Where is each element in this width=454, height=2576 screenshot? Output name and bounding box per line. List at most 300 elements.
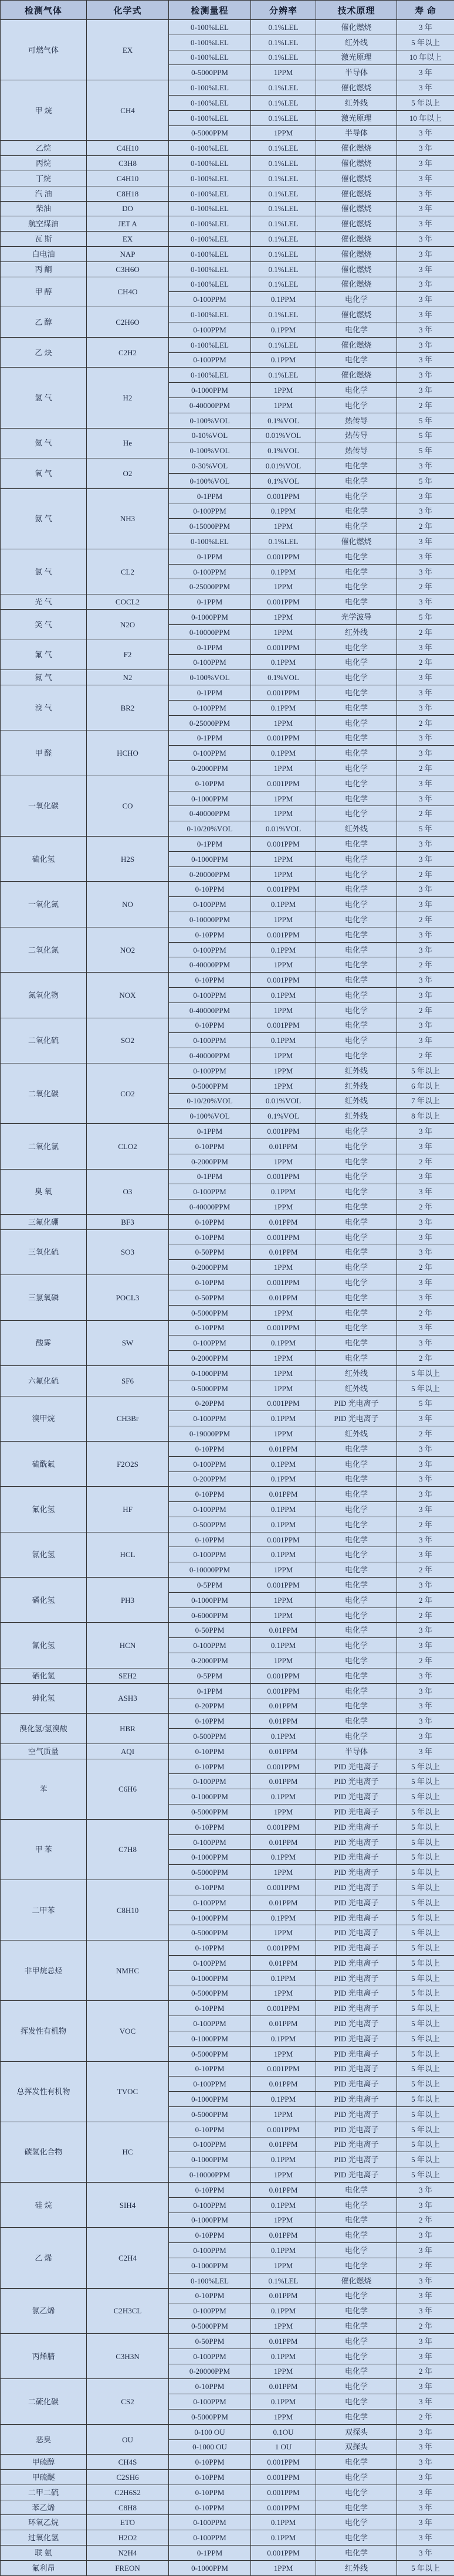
gas-name-cell: 氧 气 [1,458,87,489]
resolution-cell: 0.1%LEL [251,277,316,292]
lifespan-cell: 3 年 [397,1714,454,1729]
principle-cell: 电化学 [316,292,397,307]
lifespan-cell: 7 年以上 [397,1093,454,1109]
lifespan-cell: 2 年 [397,806,454,821]
lifespan-cell: 3 年 [397,640,454,655]
gas-name-cell: 甲 醇 [1,277,87,307]
gas-name-cell: 挥发性有机物 [1,2001,87,2061]
formula-cell: CS2 [87,2379,169,2424]
lifespan-cell: 2 年 [397,1562,454,1578]
principle-cell: 电化学 [316,1139,397,1154]
range-cell: 0-10PPM [169,1941,251,1956]
principle-cell: 电化学 [316,1487,397,1502]
resolution-cell: 0.001PPM [251,2500,316,2515]
range-cell: 0-1000PPM [169,610,251,625]
lifespan-cell: 5 年 [397,443,454,458]
resolution-cell: 0.1PPM [251,2243,316,2258]
formula-cell: HC [87,2122,169,2182]
lifespan-cell: 3 年 [397,1335,454,1351]
table-row [1,640,454,655]
range-cell: 0-1000PPM [169,2092,251,2107]
lifespan-cell: 3 年 [397,216,454,232]
range-cell: 0-100PPM [169,1834,251,1850]
range-cell: 0-50PPM [169,1245,251,1260]
resolution-cell: 1PPM [251,1925,316,1941]
lifespan-cell: 5 年以上 [397,2001,454,2016]
gas-name-cell: 联 氨 [1,2546,87,2561]
gas-name-cell: 溴化氢/氢溴酸 [1,1714,87,1744]
resolution-cell: 0.01PPM [251,2182,316,2197]
resolution-cell: 1PPM [251,519,316,534]
principle-cell: PID 光电离子 [316,2016,397,2031]
range-cell: 0-100PPM [169,2394,251,2410]
lifespan-cell: 2 年 [397,579,454,594]
formula-cell: H2S [87,837,169,882]
lifespan-cell: 3 年 [397,368,454,383]
lifespan-cell: 5 年 [397,610,454,625]
table-row [1,1578,454,1593]
principle-cell: 催化燃烧 [316,261,397,277]
resolution-cell: 0.1PPM [251,1033,316,1048]
range-cell: 0-10PPM [169,2228,251,2243]
formula-cell: VOC [87,2001,169,2061]
principle-cell: PID 光电离子 [316,1411,397,1426]
lifespan-cell: 2 年 [397,1653,454,1668]
resolution-cell: 0.1PPM [251,988,316,1003]
resolution-cell: 0.001PPM [251,1396,316,1411]
lifespan-cell: 3 年 [397,882,454,897]
formula-cell: C8H18 [87,186,169,201]
resolution-cell: 1PPM [251,2364,316,2379]
lifespan-cell: 2 年 [397,1305,454,1320]
principle-cell: 电化学 [316,2470,397,2485]
gas-name-cell: 氟利昂 [1,2560,87,2575]
principle-cell: 电化学 [316,2364,397,2379]
lifespan-cell: 5 年以上 [397,1789,454,1804]
resolution-cell: 1PPM [251,1305,316,1320]
range-cell: 0-50PPM [169,2333,251,2349]
resolution-cell: 0.01PPM [251,2077,316,2092]
range-cell: 0-100%LEL [169,337,251,352]
gas-name-cell: 二氧化碳 [1,1063,87,1123]
range-cell: 0-100PPM [169,897,251,912]
principle-cell: PID 光电离子 [316,1850,397,1865]
gas-name-cell: 三氟化硼 [1,1214,87,1229]
table-row [1,1396,454,1411]
range-cell: 0-5000PPM [169,2319,251,2334]
lifespan-cell: 2 年 [397,957,454,973]
principle-cell: 电化学 [316,1578,397,1593]
principle-cell: PID 光电离子 [316,2106,397,2122]
resolution-cell: 0.1PPM [251,1547,316,1562]
table-row [1,2470,454,2485]
principle-cell: 电化学 [316,2394,397,2410]
resolution-cell: 1PPM [251,2560,316,2575]
table-row [1,1714,454,1729]
principle-cell: PID 光电离子 [316,1819,397,1834]
range-cell: 0-1PPM [169,594,251,610]
lifespan-cell: 3 年 [397,2530,454,2546]
principle-cell: 电化学 [316,1245,397,1260]
lifespan-cell: 3 年 [397,1018,454,1033]
lifespan-cell: 5 年以上 [397,1986,454,2001]
range-cell: 0-5000PPM [169,65,251,80]
range-cell: 0-10000PPM [169,2167,251,2183]
range-cell: 0-100PPM [169,504,251,519]
principle-cell: PID 光电离子 [316,2092,397,2107]
principle-cell: 催化燃烧 [316,277,397,292]
range-cell: 0-1PPM [169,685,251,701]
principle-cell: 电化学 [316,579,397,594]
principle-cell: PID 光电离子 [316,2077,397,2092]
lifespan-cell: 3 年 [397,1033,454,1048]
resolution-cell: 0.1PPM [251,1335,316,1351]
lifespan-cell: 3 年 [397,65,454,80]
resolution-cell: 0.01PPM [251,1245,316,1260]
resolution-cell: 1PPM [251,1260,316,1275]
resolution-cell: 1PPM [251,806,316,821]
range-cell: 0-20PPM [169,1396,251,1411]
resolution-cell: 1PPM [251,866,316,882]
range-cell: 0-10PPM [169,1714,251,1729]
table-row [1,1124,454,1139]
resolution-cell: 0.001PPM [251,1532,316,1547]
resolution-cell: 0.001PPM [251,837,316,852]
resolution-cell: 1PPM [251,1865,316,1880]
range-cell: 0-1PPM [169,549,251,564]
formula-cell: CH4S [87,2455,169,2470]
gas-name-cell: 航空煤油 [1,216,87,232]
resolution-cell: 1PPM [251,65,316,80]
range-cell: 0-2000PPM [169,1351,251,1366]
gas-name-cell: 二硫化碳 [1,2379,87,2424]
formula-cell: H2 [87,368,169,428]
lifespan-cell: 3 年 [397,2515,454,2530]
range-cell: 0-1000PPM [169,791,251,806]
lifespan-cell: 5 年以上 [397,1865,454,1880]
lifespan-cell: 5 年以上 [397,1895,454,1910]
range-cell: 0-10000PPM [169,1562,251,1578]
table-header [1,1,454,20]
range-cell: 0-10PPM [169,776,251,791]
range-cell: 0-5000PPM [169,1078,251,1093]
resolution-cell: 0.01PPM [251,1714,316,1729]
resolution-cell: 0.01PPM [251,1774,316,1789]
range-cell: 0-10PPM [169,2061,251,2077]
resolution-cell: 1 OU [251,2439,316,2455]
resolution-cell: 0.1%VOL [251,443,316,458]
principle-cell: PID 光电离子 [316,1880,397,1895]
gas-name-cell: 白电油 [1,246,87,261]
principle-cell: 电化学 [316,1456,397,1471]
range-cell: 0-10/20%VOL [169,1093,251,1109]
range-cell: 0-40000PPM [169,957,251,973]
table-row [1,171,454,186]
range-cell: 0-5000PPM [169,2409,251,2424]
principle-cell: 电化学 [316,1184,397,1199]
range-cell: 0-5000PPM [169,1305,251,1320]
table-row [1,1063,454,1078]
principle-cell: PID 光电离子 [316,2001,397,2016]
resolution-cell: 0.001PPM [251,1018,316,1033]
resolution-cell: 0.01PPM [251,2379,316,2394]
resolution-cell: 0.1%VOL [251,1109,316,1124]
formula-cell: CL2 [87,549,169,594]
principle-cell: 热传导 [316,428,397,443]
table-row [1,1365,454,1381]
lifespan-cell: 3 年 [397,942,454,957]
resolution-cell: 0.1%LEL [251,2273,316,2288]
gas-name-cell: 氯乙烯 [1,2288,87,2333]
gas-name-cell: 磷化氢 [1,1578,87,1623]
lifespan-cell: 5 年以上 [397,1956,454,1971]
principle-cell: 红外线 [316,1381,397,1396]
lifespan-cell: 3 年 [397,1214,454,1229]
principle-cell: 电化学 [316,1729,397,1744]
formula-cell: EX [87,20,169,80]
principle-cell: 电化学 [316,1547,397,1562]
lifespan-cell: 3 年 [397,776,454,791]
resolution-cell: 0.1%VOL [251,413,316,428]
principle-cell: 催化燃烧 [316,534,397,549]
resolution-cell: 0.1PPM [251,1910,316,1925]
principle-cell: 电化学 [316,1517,397,1532]
table-row [1,1169,454,1184]
principle-cell: 电化学 [316,791,397,806]
principle-cell: 红外线 [316,1063,397,1078]
range-cell: 0-10PPM [169,1819,251,1834]
principle-cell: 电化学 [316,564,397,579]
resolution-cell: 0.1PPM [251,700,316,715]
gas-name-cell: 空气质量 [1,1744,87,1759]
gas-name-cell: 硒化氢 [1,1668,87,1683]
principle-cell: 电化学 [316,1214,397,1229]
resolution-cell: 0.1%LEL [251,232,316,247]
formula-cell: C7H8 [87,1819,169,1880]
principle-cell: 电化学 [316,837,397,852]
range-cell: 0-1PPM [169,1683,251,1698]
resolution-cell: 0.001PPM [251,1275,316,1290]
lifespan-cell: 3 年 [397,186,454,201]
gas-name-cell: 苯乙烯 [1,2500,87,2515]
lifespan-cell: 5 年以上 [397,1759,454,1774]
gas-name-cell: 丙烷 [1,156,87,171]
resolution-cell: 0.001PPM [251,1320,316,1335]
resolution-cell: 0.1PPM [251,1184,316,1199]
range-cell: 0-100 OU [169,2424,251,2439]
principle-cell: 电化学 [316,1562,397,1578]
resolution-cell: 1PPM [251,2258,316,2273]
lifespan-cell: 6 年以上 [397,1078,454,1093]
lifespan-cell: 5 年以上 [397,1804,454,1820]
principle-cell: 电化学 [316,1532,397,1547]
resolution-cell: 0.01PPM [251,2333,316,2349]
range-cell: 0-2000PPM [169,1260,251,1275]
table-row [1,549,454,564]
principle-cell: PID 光电离子 [316,1970,397,1986]
resolution-cell: 0.001PPM [251,2061,316,2077]
principle-cell: 电化学 [316,1623,397,1638]
resolution-cell: 0.1PPM [251,2303,316,2319]
lifespan-cell: 3 年 [397,1502,454,1517]
resolution-cell: 0.01PPM [251,1895,316,1910]
table-row [1,973,454,988]
table-row [1,730,454,746]
principle-cell: 电化学 [316,1018,397,1033]
range-cell: 0-100PPM [169,292,251,307]
formula-cell: SO3 [87,1229,169,1275]
range-cell: 0-100PPM [169,2137,251,2152]
formula-cell: C2H6S2 [87,2485,169,2500]
formula-cell: SW [87,1320,169,1365]
resolution-cell: 0.1%LEL [251,110,316,125]
resolution-cell: 0.01%VOL [251,1093,316,1109]
formula-cell: DO [87,201,169,216]
resolution-cell: 1PPM [251,2319,316,2334]
lifespan-cell: 3 年 [397,1578,454,1593]
lifespan-cell: 10 年以上 [397,50,454,65]
table-row [1,2182,454,2197]
principle-cell: 电化学 [316,1229,397,1245]
range-cell: 0-100PPM [169,700,251,715]
range-cell: 0-100%LEL [169,95,251,110]
lifespan-cell: 3 年 [397,851,454,866]
range-cell: 0-100PPM [169,2530,251,2546]
range-cell: 0-10PPM [169,2470,251,2485]
principle-cell: 电化学 [316,866,397,882]
principle-cell: 电化学 [316,2213,397,2228]
lifespan-cell: 2 年 [397,2364,454,2379]
range-cell: 0-100%VOL [169,473,251,488]
principle-cell: PID 光电离子 [316,1789,397,1804]
range-cell: 0-5000PPM [169,1865,251,1880]
lifespan-cell: 3 年 [397,201,454,216]
lifespan-cell: 2 年 [397,1608,454,1623]
table-row [1,277,454,292]
resolution-cell: 1PPM [251,1653,316,1668]
lifespan-cell: 3 年 [397,488,454,504]
principle-cell: PID 光电离子 [316,2152,397,2167]
principle-cell: 红外线 [316,1109,397,1124]
resolution-cell: 0.001PPM [251,1941,316,1956]
formula-cell: NAP [87,246,169,261]
table-row [1,1623,454,1638]
formula-cell: CH4O [87,277,169,307]
range-cell: 0-10PPM [169,1759,251,1774]
resolution-cell: 1PPM [251,1199,316,1215]
lifespan-cell: 3 年 [397,2197,454,2213]
principle-cell: 电化学 [316,2228,397,2243]
table-row [1,685,454,701]
range-cell: 0-1000PPM [169,383,251,398]
lifespan-cell: 2 年 [397,715,454,730]
principle-cell: PID 光电离子 [316,1986,397,2001]
formula-cell: NO2 [87,927,169,972]
range-cell: 0-200PPM [169,1471,251,1487]
principle-cell: 红外线 [316,821,397,837]
range-cell: 0-100PPM [169,1184,251,1199]
lifespan-cell: 3 年 [397,1547,454,1562]
table-row [1,1214,454,1229]
range-cell: 0-15000PPM [169,519,251,534]
resolution-cell: 0.01PPM [251,1623,316,1638]
lifespan-cell: 3 年 [397,2288,454,2303]
range-cell: 0-25000PPM [169,579,251,594]
table-row [1,337,454,352]
range-cell: 0-10PPM [169,2500,251,2515]
formula-cell: C2H3CL [87,2288,169,2333]
range-cell: 0-10PPM [169,973,251,988]
lifespan-cell: 3 年 [397,1275,454,1290]
resolution-cell: 0.1%LEL [251,80,316,96]
resolution-cell: 0.1%LEL [251,35,316,50]
range-cell: 0-100PPM [169,1956,251,1971]
lifespan-cell: 5 年以上 [397,1941,454,1956]
range-cell: 0-40000PPM [169,806,251,821]
lifespan-cell: 3 年 [397,1683,454,1698]
range-cell: 0-10PPM [169,2379,251,2394]
formula-cell: C3H3N [87,2333,169,2378]
formula-cell: C8H8 [87,2500,169,2515]
table-row [1,20,454,35]
lifespan-cell: 3 年 [397,156,454,171]
gas-name-cell: 乙 烯 [1,2228,87,2288]
gas-name-cell: 瓦 斯 [1,232,87,247]
principle-cell: PID 光电离子 [316,1759,397,1774]
gas-name-cell: 氢 气 [1,368,87,428]
formula-cell: N2H4 [87,2546,169,2561]
formula-cell: F2 [87,640,169,670]
table-row [1,2228,454,2243]
range-cell: 0-100PPM [169,1774,251,1789]
range-cell: 0-10PPM [169,1139,251,1154]
lifespan-cell: 2 年 [397,519,454,534]
resolution-cell: 0.1%LEL [251,368,316,383]
principle-cell: 红外线 [316,35,397,50]
lifespan-cell: 3 年 [397,261,454,277]
lifespan-cell: 3 年 [397,1456,454,1471]
column-header-principle: 技术原理 [316,1,397,20]
range-cell: 0-1000PPM [169,1910,251,1925]
principle-cell: 催化燃烧 [316,2273,397,2288]
resolution-cell: 0.001PPM [251,730,316,746]
formula-cell: C6H6 [87,1759,169,1819]
resolution-cell: 0.1PPM [251,2530,316,2546]
range-cell: 0-100%LEL [169,35,251,50]
gas-name-cell: 砷化氢 [1,1683,87,1714]
range-cell: 0-100PPM [169,746,251,761]
table-row [1,1229,454,1245]
lifespan-cell: 2 年 [397,866,454,882]
principle-cell: 电化学 [316,806,397,821]
formula-cell: C4H10 [87,141,169,156]
table-row [1,2379,454,2394]
resolution-cell: 0.1PPM [251,746,316,761]
gas-table-body [1,20,454,2576]
resolution-cell: 1PPM [251,791,316,806]
lifespan-cell: 5 年以上 [397,1910,454,1925]
gas-name-cell: 溴甲烷 [1,1396,87,1441]
principle-cell: 激光原理 [316,50,397,65]
principle-cell: PID 光电离子 [316,2046,397,2061]
range-cell: 0-5000PPM [169,1381,251,1396]
principle-cell: 电化学 [316,1048,397,1063]
resolution-cell: 0.001PPM [251,2470,316,2485]
range-cell: 0-1000 OU [169,2439,251,2455]
principle-cell: 电化学 [316,2333,397,2349]
resolution-cell: 1PPM [251,397,316,413]
resolution-cell: 0.01PPM [251,2016,316,2031]
